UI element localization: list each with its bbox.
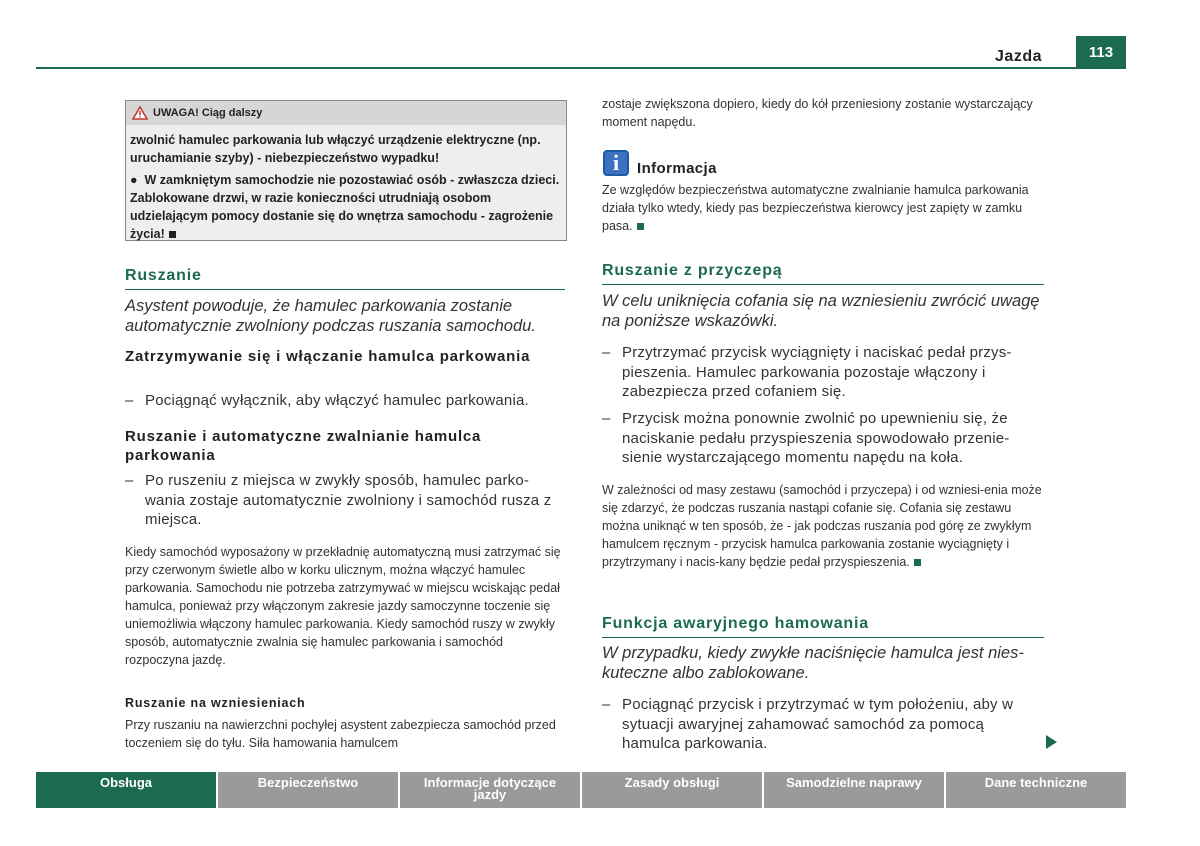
tab-label-line2: jazdy <box>473 787 507 802</box>
warning-bullet <box>130 171 562 243</box>
subheading-wzniesienia: Ruszanie na wzniesieniach <box>125 696 306 710</box>
warning-box <box>125 100 567 241</box>
dash-item-przytrzymac <box>602 343 1044 402</box>
bullet-dot-icon: ● <box>130 173 138 187</box>
footer-tab-obsluga[interactable] <box>36 772 216 808</box>
footer-tab-zasady-obslugi[interactable] <box>582 772 762 808</box>
running-header-section: Jazda <box>995 48 1042 65</box>
warning-triangle-icon <box>132 106 148 120</box>
subheading-automatyczne-zwalnianie: Ruszanie i automatyczne zwalnianie hamulca parkowania <box>125 428 482 464</box>
warning-bullet-text: W zamkniętym samochodzie nie pozostawiać osób - zwłaszcza dzieci. Zablokowane drzwi, w razie konieczności utrudniają osobom udzielającym pomocy dostanie się do wnętrza samochodu - zagrożenie życia! <box>130 173 560 241</box>
dash-item-text: Przytrzymać przycisk wyciągnięty i naciskać pedał przys-pieszenia. Hamulec parkowania pozostaje włączony i zabezpiecza przed cofaniem się. <box>622 344 1012 400</box>
subheading-zatrzymywanie: Zatrzymywanie się i włączanie hamulca parkowania <box>125 348 531 365</box>
dash-item-ruszenie <box>125 471 565 530</box>
intro-przyczepa: W celu uniknięcia cofania się na wzniesieniu zwrócić uwagę na poniższe wskazówki. <box>602 292 1040 330</box>
paragraph-text: W zależności od masy zestawu (samochód i przyczepa) i od wzniesi-enia może się zdarzyć, że podczas ruszania nastąpi cofanie się. Cofania się zestawu można uniknąć w ten sposób, że - jak podczas ruszania pod górę ze zwykłym hamulcem ręcznym - przycisk hamulca parkowania zostanie wyciągnięty i przytrzymany i nacis-kany będzie pedał przyspieszenia. <box>602 483 1042 569</box>
info-paragraph <box>602 181 1044 235</box>
dash-item-text: Przycisk można ponownie zwolnić po upewnieniu się, że naciskanie pedału przyspieszenia spowodowało przenie-sienie wystarczającego momentu napędu na koła. <box>622 410 1010 466</box>
footer-tab-samodzielne-naprawy[interactable] <box>764 772 944 808</box>
heading-rule <box>602 637 1044 638</box>
tab-label: Samodzielne naprawy <box>786 775 922 790</box>
end-mark-icon <box>637 223 644 230</box>
info-title: Informacja <box>637 160 717 177</box>
footer-tab-informacje[interactable] <box>400 772 580 808</box>
tab-label: Zasady obsługi <box>624 775 720 790</box>
info-icon: i <box>603 150 629 176</box>
heading-rule <box>602 284 1044 285</box>
heading-awaryjne-hamowanie: Funkcja awaryjnego hamowania <box>602 615 869 632</box>
heading-przyczepa: Ruszanie z przyczepą <box>602 262 783 279</box>
heading-rule <box>125 289 565 290</box>
tab-label: Informacje dotyczące <box>423 775 557 790</box>
info-text: Ze względów bezpieczeństwa automatyczne zwalnianie hamulca parkowania działa tylko wtedy, kiedy pas bezpieczeństwa kierowcy jest zapięty w zamku pasa. <box>602 183 1029 233</box>
paragraph-przekladnia: Kiedy samochód wyposażony w przekładnię automatyczną musi zatrzymać się przy czerwonym świetle albo w korku ulicznym, można włączyć hamulec parkowania. Samochodu nie potrzeba zatrzymywać w miejscu wciskając pedał hamulca, ponieważ przy włączonym zakresie jazdy samoczynne toczenie się uniemożliwia włączony hamulec parkowania. Kiedy samochód ruszy w zwykły sposób, automatycznie zwalnia się hamulec parkowania i samochód rozpoczyna jazdę. <box>125 545 561 667</box>
heading-ruszanie: Ruszanie <box>125 267 202 284</box>
dash-item-text: Po ruszeniu z miejsca w zwykły sposób, hamulec parko-wania zostaje automatycznie zwolniony i samochód rusza z miejsca. <box>145 472 552 528</box>
dash-item-wylacznik <box>125 391 565 411</box>
footer-nav <box>36 772 1126 808</box>
end-mark-icon <box>914 559 921 566</box>
paragraph-masa-zestawu <box>602 481 1044 571</box>
footer-tab-dane-techniczne[interactable] <box>946 772 1126 808</box>
dash-marker: – <box>602 410 611 427</box>
dash-marker: – <box>125 392 134 409</box>
tab-label: Obsługa <box>99 775 152 790</box>
continue-arrow-icon <box>1046 735 1057 749</box>
warning-paragraph: zwolnić hamulec parkowania lub włączyć urządzenie elektryczne (np. uruchamianie szyby) - niebezpieczeństwo wypadku! <box>130 133 541 165</box>
end-mark-icon <box>169 231 176 238</box>
header-rule <box>36 67 1126 69</box>
dash-item-text: Pociągnąć wyłącznik, aby włączyć hamulec parkowania. <box>145 392 529 409</box>
dash-item-pociagnac <box>602 695 1044 754</box>
warning-title: UWAGA! Ciąg dalszy <box>153 107 263 119</box>
dash-item-text: Pociągnąć przycisk i przytrzymać w tym położeniu, aby w sytuacji awaryjnej zahamować samochód za pomocą hamulca parkowania. <box>622 696 1014 752</box>
intro-awaryjne: W przypadku, kiedy zwykłe naciśnięcie hamulca jest nies-kuteczne albo zablokowane. <box>602 644 1024 682</box>
tab-label: Bezpieczeństwo <box>257 775 359 790</box>
warning-header <box>126 101 566 125</box>
dash-item-zwolnic <box>602 409 1044 468</box>
dash-marker: – <box>602 344 611 361</box>
paragraph-wzniesienia: Przy ruszaniu na nawierzchni pochyłej asystent zabezpiecza samochód przed toczeniem się do tyłu. Siła hamowania hamulcem <box>125 718 556 750</box>
dash-marker: – <box>125 472 134 489</box>
footer-tab-bezpieczenstwo[interactable] <box>218 772 398 808</box>
paragraph-continued: zostaje zwiększona dopiero, kiedy do kół przeniesiony zostanie wystarczający moment napędu. <box>602 97 1033 129</box>
tab-label: Dane techniczne <box>984 775 1088 790</box>
dash-marker: – <box>602 696 611 713</box>
intro-ruszanie: Asystent powoduje, że hamulec parkowania zostanie automatycznie zwolniony podczas ruszania samochodu. <box>125 297 536 335</box>
page-number: 113 <box>1076 36 1126 69</box>
